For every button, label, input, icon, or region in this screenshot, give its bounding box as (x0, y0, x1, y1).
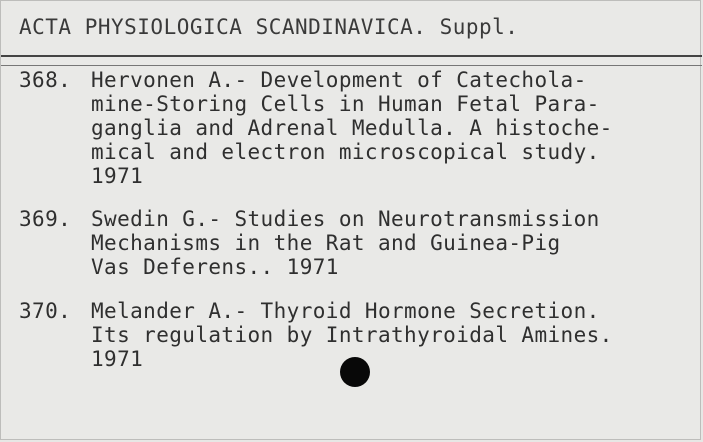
punch-hole (340, 357, 370, 387)
entry-text (91, 299, 701, 371)
entry-line: Mechanisms in the Rat and Guinea-Pig (91, 231, 561, 255)
entry-line: Swedin G.- Studies on Neurotransmission (91, 207, 600, 231)
entry-text (91, 68, 701, 188)
entry-line: Its regulation by Intrathyroidal Amines. (91, 323, 613, 347)
entry-year: 1971 (91, 347, 144, 371)
card-header: ACTA PHYSIOLOGICA SCANDINAVICA. Suppl. (19, 15, 519, 39)
entry-year: 1971 (91, 164, 144, 188)
header-rule (1, 55, 702, 57)
entry-line: Vas Deferens.. 1971 (91, 255, 339, 279)
entry-line: ganglia and Adrenal Medulla. A histoche- (91, 116, 613, 140)
entry-number: 369. (19, 207, 72, 231)
entry-text (91, 207, 701, 279)
entry-line: Hervonen A.- Development of Catechola- (91, 68, 587, 92)
entry-line: mical and electron microscopical study. (91, 140, 600, 164)
entry-number: 370. (19, 299, 72, 323)
entry-number: 368. (19, 68, 72, 92)
header-rule-secondary (1, 65, 702, 66)
entry-line: Melander A.- Thyroid Hormone Secretion. (91, 299, 600, 323)
entry-line: mine-Storing Cells in Human Fetal Para- (91, 92, 600, 116)
